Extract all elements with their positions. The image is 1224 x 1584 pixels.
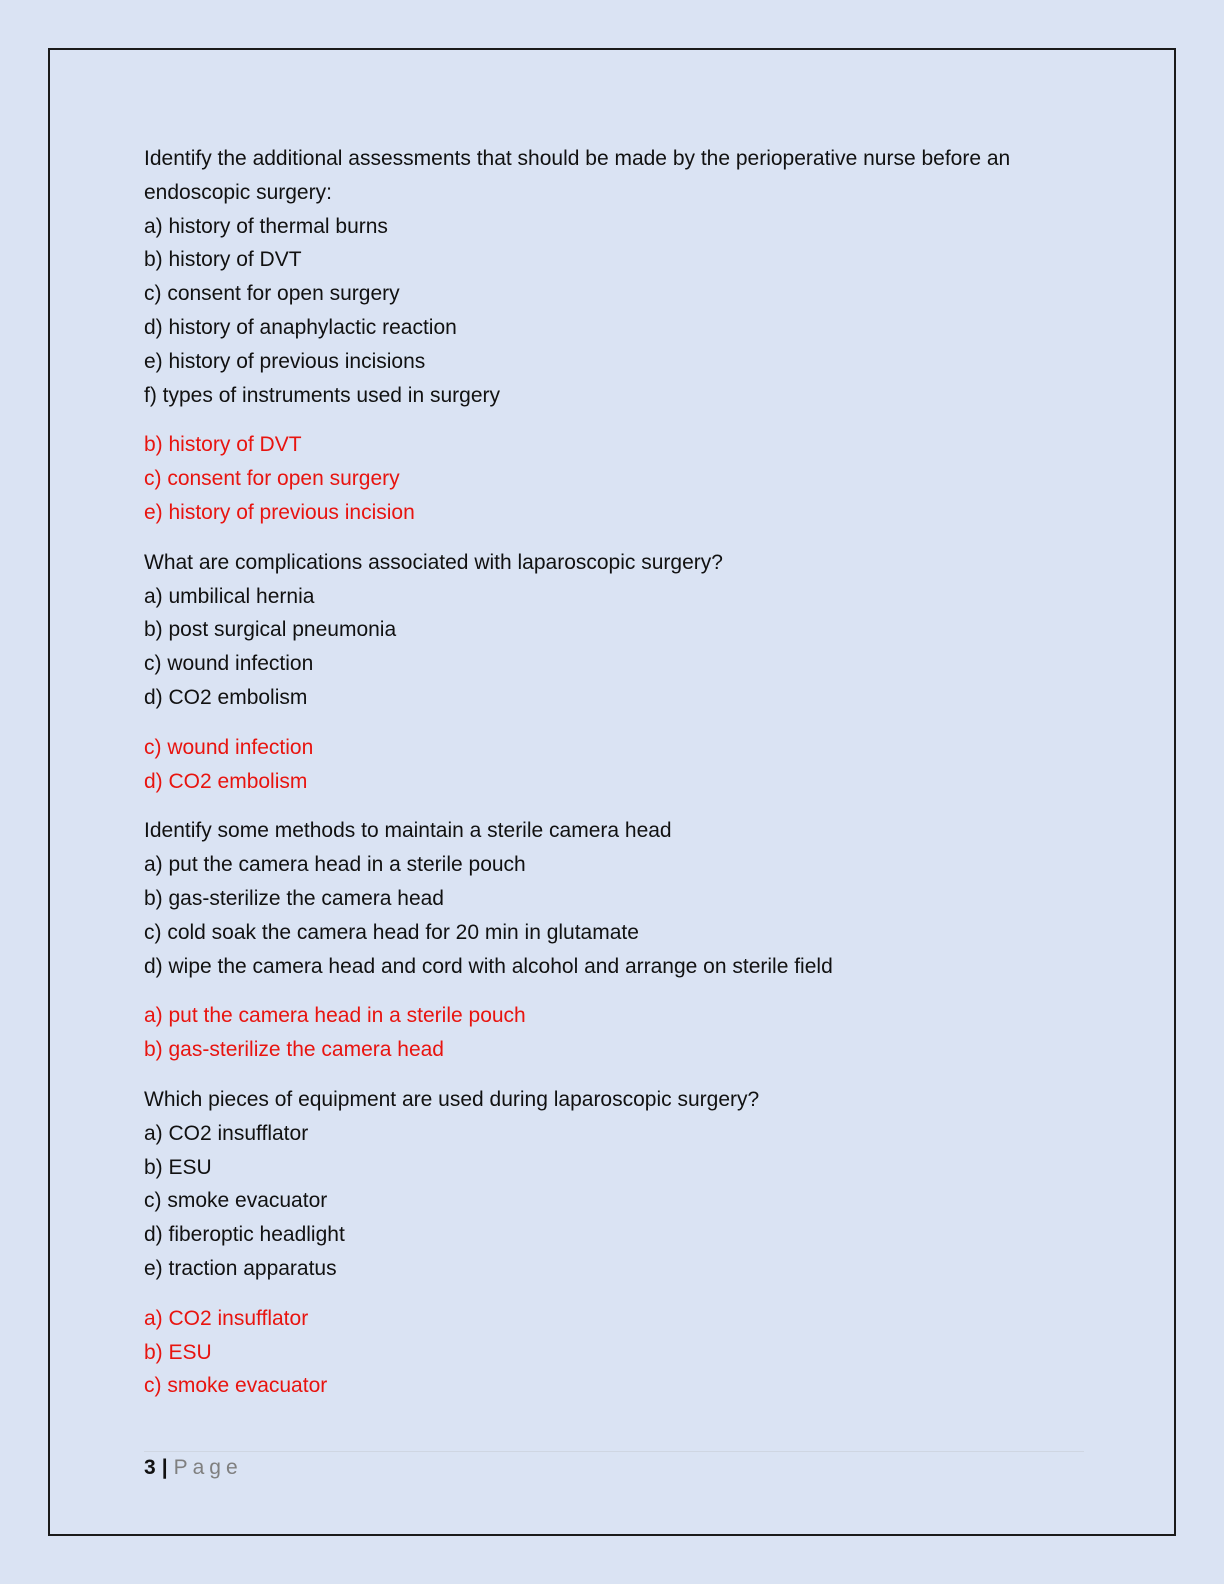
answers-3 [144,999,1084,1067]
option-item: c) wound infection [144,652,314,676]
answer-item: c) consent for open surgery [144,467,400,491]
option-item: a) CO2 insufflator [144,1121,309,1145]
answer-item: b) gas-sterilize the camera head [144,1038,444,1062]
answer-item: b) history of DVT [144,433,302,457]
option-item: b) ESU [144,1155,212,1179]
option-item: e) traction apparatus [144,1256,337,1280]
option-item: b) post surgical pneumonia [144,618,397,642]
option-item: b) history of DVT [144,248,302,272]
answer-item: a) CO2 insufflator [144,1306,309,1330]
option-item: a) put the camera head in a sterile pouch [144,853,526,877]
option-item: c) consent for open surgery [144,282,400,306]
footer-separator: | [161,1456,168,1479]
document-content [144,142,1084,1419]
answer-item: a) put the camera head in a sterile pouch [144,1004,526,1028]
answer-item: c) wound infection [144,735,314,759]
question-2 [144,546,1084,715]
answers-4 [144,1302,1084,1403]
question-4 [144,1083,1084,1286]
option-item: d) history of anaphylactic reaction [144,315,457,339]
question-1 [144,142,1084,412]
option-item: f) types of instruments used in surgery [144,383,500,407]
answer-item: c) smoke evacuator [144,1374,328,1398]
option-item: d) CO2 embolism [144,685,308,709]
question-text: Which pieces of equipment are used during laparoscopic surgery? [144,1087,760,1111]
answer-item: d) CO2 embolism [144,769,308,793]
option-item: a) history of thermal burns [144,214,388,238]
option-item: c) smoke evacuator [144,1189,328,1213]
answers-2 [144,731,1084,799]
question-text: What are complications associated with laparoscopic surgery? [144,550,723,574]
question-text: Identify some methods to maintain a sterile camera head [144,819,672,843]
option-item: d) wipe the camera head and cord with alcohol and arrange on sterile field [144,954,833,978]
answer-item: e) history of previous incision [144,500,415,524]
page-label: Page [173,1456,243,1479]
option-item: d) fiberoptic headlight [144,1223,345,1247]
question-3 [144,814,1084,983]
footer-divider [144,1451,1084,1452]
option-item: c) cold soak the camera head for 20 min in glutamate [144,920,639,944]
option-item: e) history of previous incisions [144,349,426,373]
page-number: 3 [144,1456,156,1479]
option-item: b) gas-sterilize the camera head [144,886,444,910]
page-footer [144,1454,243,1482]
question-text: Identify the additional assessments that should be made by the perioperative nurse before an endoscopic surgery: [144,147,1011,204]
answers-1 [144,428,1084,529]
option-item: a) umbilical hernia [144,584,315,608]
answer-item: b) ESU [144,1340,212,1364]
